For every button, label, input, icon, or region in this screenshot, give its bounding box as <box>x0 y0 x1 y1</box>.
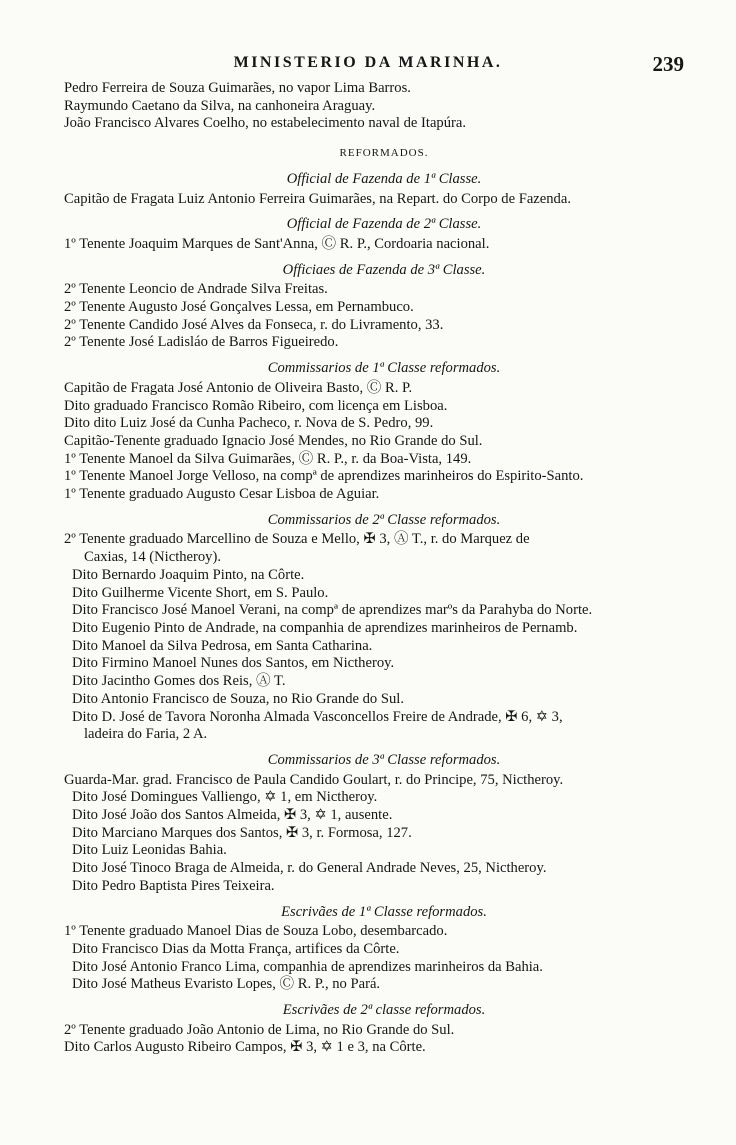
section-heading: Commissarios de 3ª Classe reformados. <box>267 751 501 768</box>
entry-line: João Francisco Alvares Coelho, no estabelecimento naval de Itapúra. <box>64 115 467 132</box>
entry-line: Dito José João dos Santos Almeida, ✠ 3, ✡ 1, ausente. <box>72 807 393 824</box>
entry-line: Dito Luiz Leonidas Bahia. <box>72 842 227 859</box>
entry-line: 2º Tenente Leoncio de Andrade Silva Freitas. <box>64 281 328 298</box>
entry-line: 2º Tenente Candido José Alves da Fonseca, r. do Livramento, 33. <box>64 316 444 333</box>
entry-line: 2º Tenente José Ladisláo de Barros Figueiredo. <box>64 334 339 351</box>
entry-line: 1º Tenente Manoel Jorge Velloso, na compª de aprendizes marinheiros do Espirito-Santo. <box>64 468 584 485</box>
entry-line: 1º Tenente Manoel da Silva Guimarães, Ⓒ R. P., r. da Boa-Vista, 149. <box>64 450 472 467</box>
entry-line: Capitão-Tenente graduado Ignacio José Mendes, no Rio Grande do Sul. <box>64 432 483 449</box>
section-heading: Officiaes de Fazenda de 3ª Classe. <box>282 261 486 278</box>
section-heading: Commissarios de 1ª Classe reformados. <box>267 360 501 377</box>
entry-line: Dito Bernardo Joaquim Pinto, na Côrte. <box>72 566 305 583</box>
section-heading: Escrivães de 2ª classe reformados. <box>282 1002 486 1019</box>
entry-line: Dito Francisco Dias da Motta França, artifices da Côrte. <box>72 940 400 957</box>
entry-line: Dito graduado Francisco Romão Ribeiro, com licença em Lisboa. <box>64 397 448 414</box>
entry-line: Dito Francisco José Manoel Verani, na compª de aprendizes marºs da Parahyba do Norte. <box>72 602 593 619</box>
entry-line: 1º Tenente graduado Augusto Cesar Lisboa de Aguiar. <box>64 486 380 503</box>
page-body <box>64 80 704 1057</box>
entry-line: Dito José Antonio Franco Lima, companhia de aprendizes marinheiros da Bahia. <box>72 958 543 975</box>
entry-line: 1º Tenente graduado Manoel Dias de Souza Lobo, desembarcado. <box>64 923 448 940</box>
entry-line: Dito Manoel da Silva Pedrosa, em Santa Catharina. <box>72 637 373 654</box>
entry-line: Raymundo Caetano da Silva, na canhoneira Araguay. <box>64 97 376 114</box>
entry-line: Dito Antonio Francisco de Souza, no Rio Grande do Sul. <box>72 690 404 707</box>
entry-line: Guarda-Mar. grad. Francisco de Paula Candido Goulart, r. do Principe, 75, Nictheroy. <box>64 771 564 788</box>
entry-line: Dito José Tinoco Braga de Almeida, r. do General Andrade Neves, 25, Nictheroy. <box>72 860 547 877</box>
section-heading: Official de Fazenda de 2ª Classe. <box>286 216 482 233</box>
entry-line: Capitão de Fragata José Antonio de Oliveira Basto, Ⓒ R. P. <box>64 379 413 396</box>
page-header <box>0 52 736 78</box>
running-title: MINISTERIO DA MARINHA. <box>233 54 503 71</box>
page-number: 239 <box>652 52 684 76</box>
entry-line: 2º Tenente Augusto José Gonçalves Lessa, em Pernambuco. <box>64 299 414 316</box>
entry-line: 2º Tenente graduado João Antonio de Lima, no Rio Grande do Sul. <box>64 1021 455 1038</box>
entry-line: Dito Eugenio Pinto de Andrade, na companhia de aprendizes marinheiros de Pernamb. <box>72 619 578 636</box>
entry-line: Dito Pedro Baptista Pires Teixeira. <box>72 877 275 894</box>
entry-line: Dito José Matheus Evaristo Lopes, Ⓒ R. P., no Pará. <box>72 976 381 993</box>
section-heading: Official de Fazenda de 1ª Classe. <box>286 170 482 187</box>
entry-line: Capitão de Fragata Luiz Antonio Ferreira Guimarães, na Repart. do Corpo de Fazenda. <box>64 190 571 207</box>
reformados-heading: REFORMADOS. <box>339 147 429 160</box>
entry-line: Dito Guilherme Vicente Short, em S. Paulo. <box>72 584 329 601</box>
entry-line: 1º Tenente Joaquim Marques de Sant'Anna, Ⓒ R. P., Cordoaria nacional. <box>64 235 490 252</box>
entry-continuation: Caxias, 14 (Nictheroy). <box>84 549 221 566</box>
entry-line: Dito Marciano Marques dos Santos, ✠ 3, r. Formosa, 127. <box>72 824 412 841</box>
entry-line: 2º Tenente graduado Marcellino de Souza e Mello, ✠ 3, Ⓐ T., r. do Marquez de <box>64 531 530 548</box>
entry-line: Dito D. José de Tavora Noronha Almada Vasconcellos Freire de Andrade, ✠ 6, ✡ 3, <box>72 708 563 725</box>
entry-line: Dito dito Luiz José da Cunha Pacheco, r. Nova de S. Pedro, 99. <box>64 415 434 432</box>
entry-line: Dito Jacintho Gomes dos Reis, Ⓐ T. <box>72 673 286 690</box>
section-heading: Escrivães de 1ª Classe reformados. <box>281 903 487 920</box>
entry-line: Dito Carlos Augusto Ribeiro Campos, ✠ 3, ✡ 1 e 3, na Côrte. <box>64 1039 426 1056</box>
entry-continuation: ladeira do Faria, 2 A. <box>84 726 208 743</box>
entry-line: Dito José Domingues Valliengo, ✡ 1, em Nictheroy. <box>72 789 378 806</box>
section-heading: Commissarios de 2ª Classe reformados. <box>267 511 501 528</box>
entry-line: Pedro Ferreira de Souza Guimarães, no vapor Lima Barros. <box>64 80 411 96</box>
entry-line: Dito Firmino Manoel Nunes dos Santos, em Nictheroy. <box>72 655 395 672</box>
